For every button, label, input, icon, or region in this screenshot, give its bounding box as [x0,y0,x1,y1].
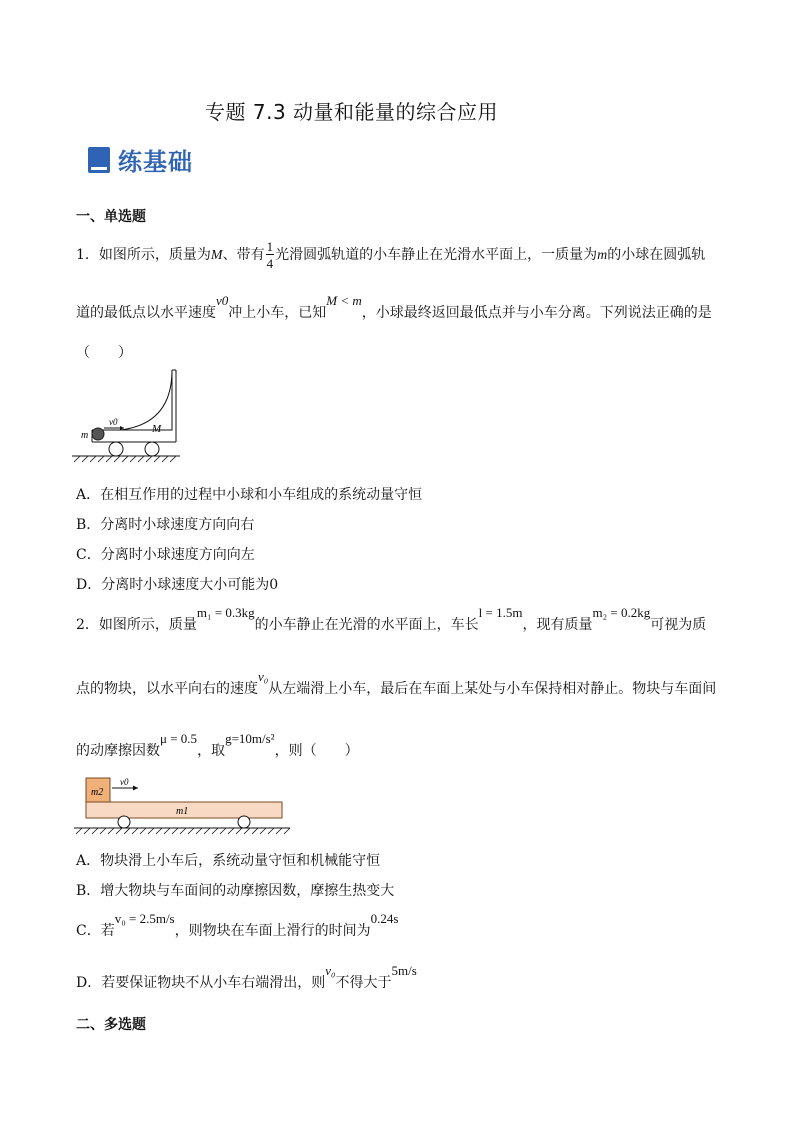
condition-M-lt-m: M < m [326,293,362,308]
label-m: m [81,430,89,441]
ground-hatch [74,456,176,462]
section-heading-single: 一、单选题 [76,209,146,225]
q1-text: ，小球最终返回最低点并与小车分离。下列说法正确的是 [361,305,712,321]
var-M: M [210,248,223,263]
q1-text: 光滑圆弧轨道的小车静止在光滑水平面上，一质量为 [275,247,598,263]
book-icon [88,147,110,173]
q2-line-3 [76,731,359,760]
q1-text: 1．如图所示，质量为 [76,247,211,263]
q2-m2: m₂ = 0.2kg [592,605,651,620]
section-badge [88,142,193,177]
q1-text: 、带有 [222,247,265,263]
q2-text: 点的物块，以水平向右的速度 [76,681,258,697]
q1-figure [72,368,182,464]
q2-text: ，现有质量 [522,617,593,633]
q2-text: 的动摩擦因数 [76,743,160,759]
q2-d-value: 5m/s [391,963,417,978]
q2-m1: m₁ = 0.3kg [196,605,255,620]
q2-text: ，取 [197,743,226,759]
q2-g: g=10m/s² [225,731,275,746]
q1-text: 冲上小车，已知 [228,305,327,321]
section-heading-multi: 二、多选题 [76,1017,146,1033]
q2-text: C．若 [76,923,115,939]
q1-text: 道的最低点以水平速度 [76,305,216,321]
q2-option-c [76,911,399,940]
q1-option-d: D．分离时小球速度大小可能为0 [76,577,279,593]
cart-arc-track [92,370,172,430]
label-M: M [152,423,162,435]
ground-hatch [76,828,290,834]
q1-answer-paren: （ ） [76,345,132,361]
q2-figure [72,774,292,838]
q2-mu: μ = 0.5 [160,731,198,746]
q2-v0: v₀ [258,669,269,684]
q2-line-1 [76,605,707,634]
page-title: 专题 7.3 动量和能量的综合应用 [205,100,499,124]
q1-option-b: B．分离时小球速度方向向右 [76,517,255,533]
wheel-left [118,816,130,828]
q1-line-2 [76,293,712,322]
q2-text: 2．如图所示，质量 [76,617,197,633]
q2-option-d [76,963,417,992]
q2-option-b: B．增大物块与车面间的动摩擦因数，摩擦生热变大 [76,883,395,899]
q2-text: 从左端滑上小车，最后在车面上某处与小车保持相对静止。物块与车面间 [268,681,717,697]
label-m2: m2 [91,787,104,798]
q2-c-time: 0.24s [370,911,399,926]
wheel-left [109,442,123,456]
badge-label: 练基础 [118,148,193,176]
q2-line-2 [76,669,717,698]
q1-line-1 [76,240,705,270]
q2-c-v0: v₀ = 2.5m/s [114,911,175,926]
label-v0: v0 [109,417,118,427]
q2-text: 的小车静止在光滑的水平面上，车长 [254,617,479,633]
ball [92,428,104,440]
q2-d-v0: v₀ [325,963,336,978]
var-m: m [597,248,608,263]
q2-text: 不得大于 [335,975,392,991]
q1-option-c: C．分离时小球速度方向向左 [76,547,255,563]
q2-text: ，则物块在车面上滑行的时间为 [174,923,371,939]
q1-text: 的小球在圆弧轨 [607,247,706,263]
wheel-right [238,816,250,828]
fraction-quarter [266,240,275,270]
var-v0: v0 [216,293,229,308]
arrow-head [133,786,138,791]
q1-option-a: A．在相互作用的过程中小球和小车组成的系统动量守恒 [76,487,423,503]
q2-length: l = 1.5m [478,605,523,620]
wheel-right [145,442,159,456]
frac-num: 1 [266,239,274,254]
q2-option-a: A．物块滑上小车后，系统动量守恒和机械能守恒 [76,853,381,869]
q2-text: 可视为质 [650,617,707,633]
q2-text: D．若要保证物块不从小车右端滑出，则 [76,975,326,991]
label-v0: v0 [120,777,129,787]
frac-den: 4 [266,256,274,271]
q2-text: ，则（ ） [274,743,359,759]
label-m1: m1 [176,806,189,817]
